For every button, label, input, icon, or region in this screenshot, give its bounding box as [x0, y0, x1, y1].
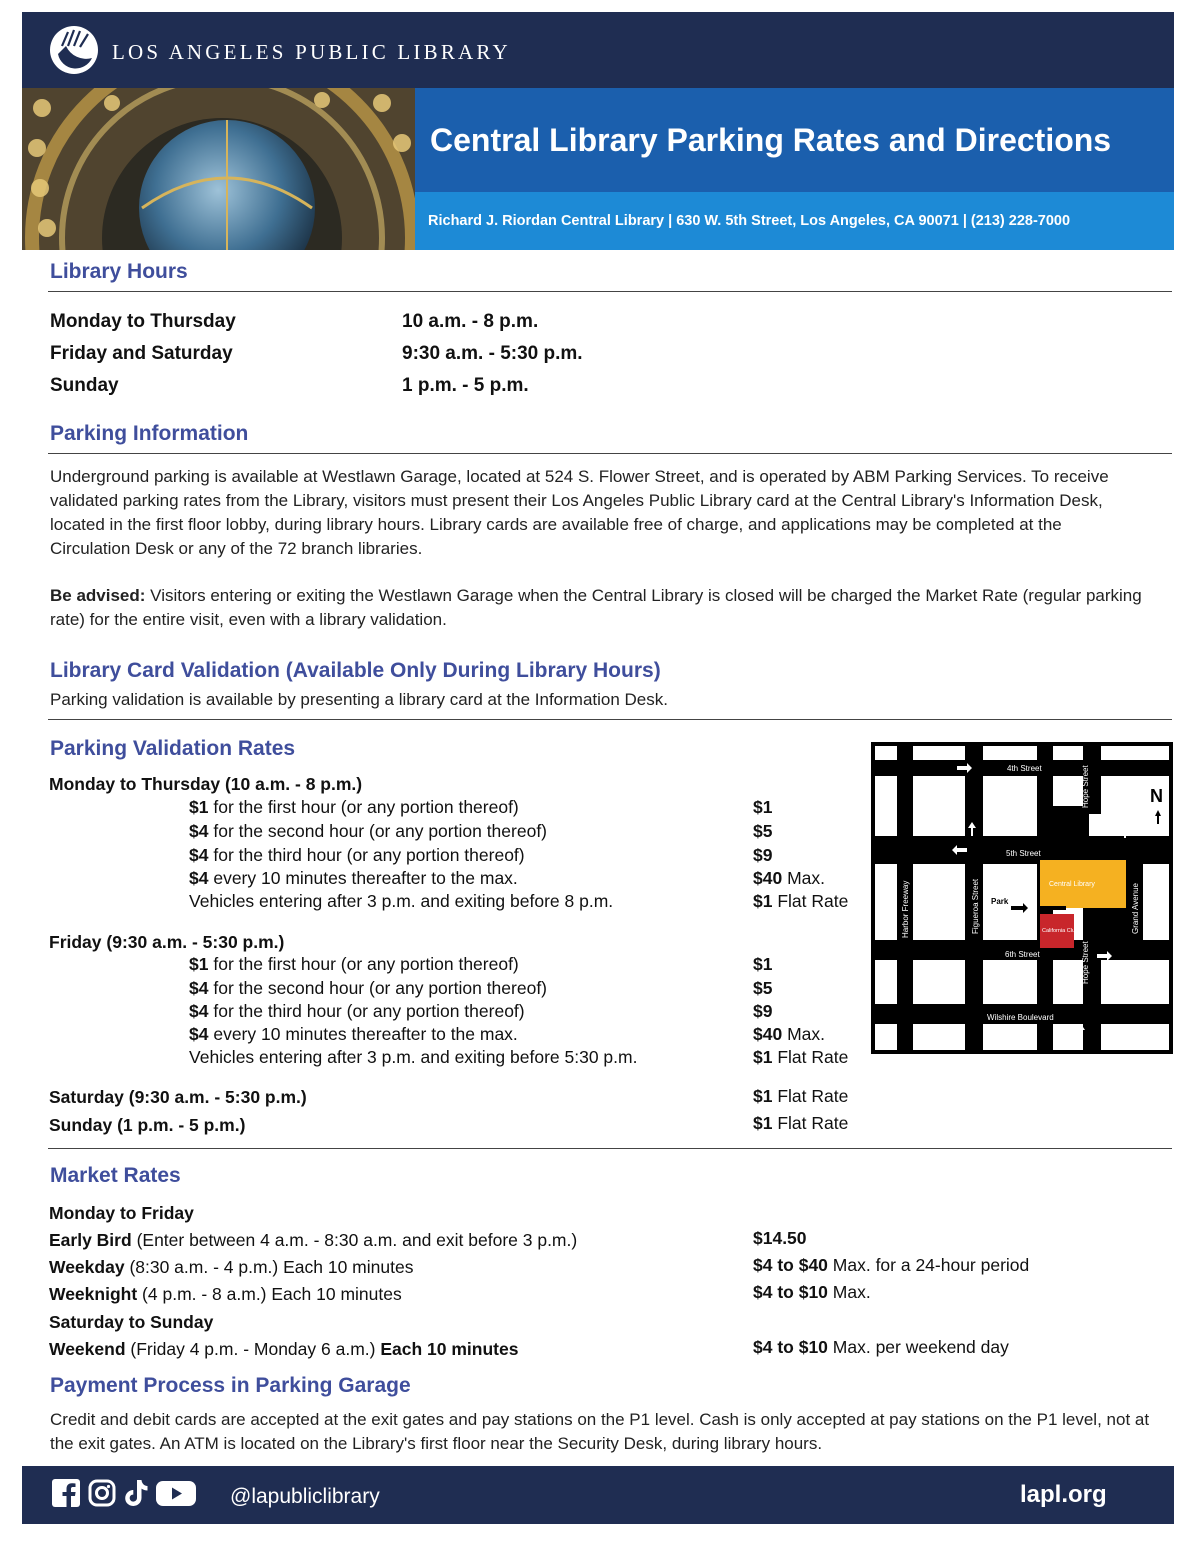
- weekday-row: Weekday (8:30 a.m. - 4 p.m.) Each 10 minutes: [49, 1257, 414, 1277]
- rate-row: [189, 1046, 637, 1069]
- sunday-label: Sunday (1 p.m. - 5 p.m.): [49, 1115, 246, 1135]
- hours-time: 10 a.m. - 8 p.m.: [402, 311, 539, 332]
- library-dome-photo: [22, 88, 415, 250]
- rate-amount: $4: [189, 845, 209, 865]
- weekday-price: $4 to $40 Max. for a 24-hour period: [753, 1255, 1030, 1275]
- saturday-label: Saturday (9:30 a.m. - 5:30 p.m.): [49, 1087, 307, 1107]
- market-weekend-group: Saturday to Sunday: [49, 1312, 214, 1332]
- map-label-hope: Hope Street: [1081, 765, 1090, 808]
- rate-amount: $4: [189, 868, 209, 888]
- rate-desc: for the third hour (or any portion thereof): [213, 1001, 525, 1021]
- early-bird-price: $14.50: [753, 1228, 807, 1248]
- rate-desc: every 10 minutes thereafter to the max.: [213, 868, 518, 888]
- website-link[interactable]: lapl.org: [1020, 1481, 1107, 1508]
- rate-total: $40 Max.: [753, 868, 826, 888]
- tiktok-icon[interactable]: [124, 1478, 150, 1508]
- rate-desc: for the second hour (or any portion thereof): [213, 821, 548, 841]
- rate-desc: Vehicles entering after 3 p.m. and exiting before 8 p.m.: [189, 891, 614, 911]
- rate-total: $1: [753, 954, 773, 974]
- map-label-park: Park: [991, 897, 1009, 906]
- validation-body: Parking validation is available by presenting a library card at the Information Desk.: [50, 690, 668, 709]
- weeknight-price: $4 to $10 Max.: [753, 1282, 871, 1302]
- rate-amount: $4: [189, 821, 209, 841]
- map-label-library: Central Library: [1049, 881, 1095, 888]
- hours-time: 1 p.m. - 5 p.m.: [402, 375, 529, 396]
- weekend-row: Weekend (Friday 4 p.m. - Monday 6 a.m.) Each 10 minutes: [49, 1339, 519, 1359]
- page-title: Central Library Parking Rates and Directions: [430, 122, 1112, 158]
- library-address: Richard J. Riordan Central Library | 630 W. 5th Street, Los Angeles, CA 90071 | (213) 228-7000: [428, 213, 1071, 229]
- rate-amount: $1: [189, 797, 209, 817]
- library-logo-icon: [48, 24, 100, 76]
- weeknight-row: Weeknight (4 p.m. - 8 a.m.) Each 10 minutes: [49, 1284, 402, 1304]
- rate-amount: $1: [189, 954, 209, 974]
- rate-total: $40 Max.: [753, 1024, 826, 1044]
- map-label-6th: 6th Street: [1005, 950, 1040, 959]
- map-north: N: [1150, 786, 1163, 806]
- directions-map: [871, 742, 1173, 1054]
- rate-row: [189, 977, 547, 1000]
- map-label-4th: 4th Street: [1007, 764, 1042, 773]
- hours-heading: Library Hours: [50, 260, 188, 283]
- rate-row: [189, 890, 613, 913]
- divider: [48, 291, 1172, 292]
- rate-total: $5: [753, 978, 773, 998]
- rate-row: [189, 1023, 518, 1046]
- hours-days: Friday and Saturday: [50, 343, 233, 364]
- weekend-price: $4 to $10 Max. per weekend day: [753, 1337, 1009, 1357]
- friday-label: Friday (9:30 a.m. - 5:30 p.m.): [49, 932, 285, 952]
- divider: [48, 1148, 1172, 1149]
- validation-heading: Library Card Validation (Available Only During Library Hours): [50, 659, 661, 682]
- map-label-club: California Club: [1042, 928, 1079, 934]
- rate-total: $1: [753, 797, 773, 817]
- rate-row: [189, 796, 519, 819]
- rate-desc: for the second hour (or any portion thereof): [213, 978, 548, 998]
- parking-info-heading: Parking Information: [50, 422, 249, 445]
- map-label-5th: 5th Street: [1006, 849, 1041, 858]
- market-rates-heading: Market Rates: [50, 1164, 181, 1187]
- map-label-harbor: Harbor Freeway: [901, 880, 910, 938]
- youtube-icon[interactable]: [156, 1478, 196, 1508]
- validation-rates-heading: Parking Validation Rates: [50, 737, 296, 760]
- parking-advisory: [50, 584, 1145, 632]
- hours-days: Monday to Thursday: [50, 311, 236, 332]
- early-bird-row: Early Bird (Enter between 4 a.m. - 8:30 a.m. and exit before 3 p.m.): [49, 1230, 578, 1250]
- map-label-hope-lower: Hope Street: [1081, 941, 1090, 984]
- map-label-figueroa: Figueroa Street: [971, 878, 980, 934]
- rate-desc: every 10 minutes thereafter to the max.: [213, 1024, 518, 1044]
- hours-days: Sunday: [50, 375, 119, 396]
- rate-amount: $4: [189, 978, 209, 998]
- rate-row: [189, 1000, 525, 1023]
- social-handle[interactable]: @lapubliclibrary: [230, 1485, 380, 1508]
- rate-total: $9: [753, 845, 773, 865]
- rate-row: [189, 820, 547, 843]
- sunday-rate: $1 Flat Rate: [753, 1113, 849, 1133]
- rate-desc: for the first hour (or any portion thereof): [213, 954, 519, 974]
- rate-total: $5: [753, 821, 773, 841]
- rate-desc: Vehicles entering after 3 p.m. and exiting before 5:30 p.m.: [189, 1047, 638, 1067]
- map-label-wilshire: Wilshire Boulevard: [987, 1013, 1054, 1022]
- map-label-grand: Grand Avenue: [1131, 882, 1140, 934]
- rate-row: [189, 844, 525, 867]
- payment-body: Credit and debit cards are accepted at the exit gates and pay stations on the P1 level. Cash is only accepted at pay stations on the P1 level, not at the exit gates. An ATM is located on the Library's first floor near the Security Desk, during library hours.: [50, 1410, 1150, 1453]
- instagram-icon[interactable]: [88, 1478, 116, 1508]
- rate-total: $9: [753, 1001, 773, 1021]
- rate-amount: $4: [189, 1024, 209, 1044]
- market-weekday-group: Monday to Friday: [49, 1203, 194, 1223]
- mon-thu-label: Monday to Thursday (10 a.m. - 8 p.m.): [49, 774, 363, 794]
- rate-desc: for the first hour (or any portion thereof): [213, 797, 519, 817]
- rate-row: [189, 867, 518, 890]
- facebook-icon[interactable]: [52, 1478, 80, 1508]
- rate-amount: $4: [189, 1001, 209, 1021]
- saturday-rate: $1 Flat Rate: [753, 1086, 849, 1106]
- org-name: LOS ANGELES PUBLIC LIBRARY: [112, 40, 511, 64]
- hours-time: 9:30 a.m. - 5:30 p.m.: [402, 343, 583, 364]
- rate-total: $1 Flat Rate: [753, 891, 849, 911]
- rate-desc: for the third hour (or any portion thereof): [213, 845, 525, 865]
- divider: [48, 453, 1172, 454]
- rate-row: [189, 953, 519, 976]
- parking-info-body: Underground parking is available at Westlawn Garage, located at 524 S. Flower Street, and is operated by ABM Parking Services. To receive validated parking rates from the Library, visitors must present their Los Angeles Public Library card at the Central Library's Information Desk, located in the first floor lobby, during library hours. Library cards are available free of charge, and applications may be completed at the Circulation Desk or any of the 72 branch libraries.: [50, 467, 1109, 558]
- divider: [48, 719, 1172, 720]
- payment-heading: Payment Process in Parking Garage: [50, 1374, 411, 1397]
- advisory-label: Be advised:: [50, 586, 146, 605]
- map-label-flower: Flower Street: [1030, 886, 1039, 934]
- rate-total: $1 Flat Rate: [753, 1047, 849, 1067]
- garage-entrance: [1040, 906, 1066, 910]
- advisory-text: Visitors entering or exiting the Westlawn Garage when the Central Library is closed will be charged the Market Rate (regular parking rate) for the entire visit, even with a library validation.: [50, 586, 1142, 629]
